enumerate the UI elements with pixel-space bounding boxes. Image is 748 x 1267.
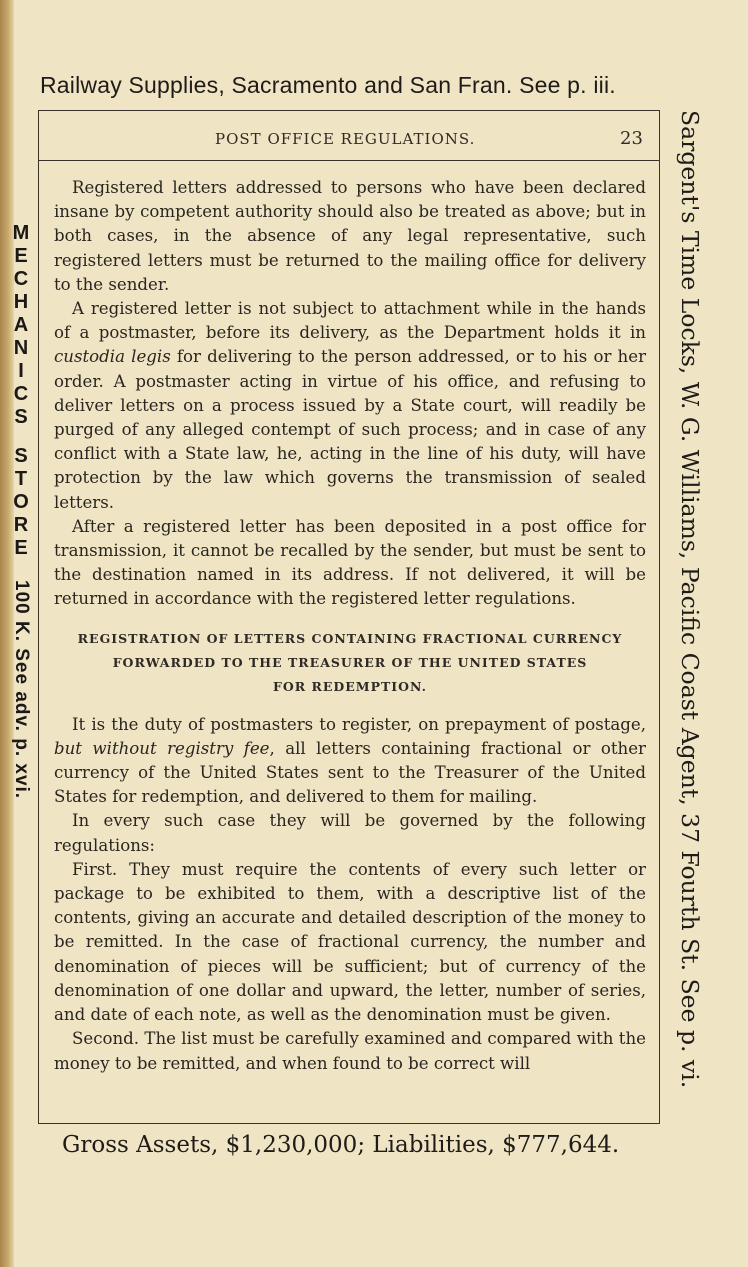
paragraph: Second. The list must be carefully examined and compared with the money to be remitted, and when found to be correct will [54,1029,646,1073]
body-text [54,176,646,1076]
paragraph: After a registered letter has been deposited in a post office for transmission, it cannot be recalled by the sender, but must be sent to the destination named in its address. If not delivered, it will be returned in accordance with the registered letter regulations. [54,516,646,609]
rotated-address: 100 K. See adv. p. xvi. [11,580,32,800]
running-head: POST OFFICE REGULATIONS. [215,130,476,148]
paragraph: In every such case they will be governed by the following regulations: [54,811,646,855]
paragraph: A registered letter is not subject to attachment while in the hands of a postmaster, before its delivery, as the Department holds it in custodia legis for delivering to the person addressed, or to his or her order. A postmaster acting in virtue of his office, and refusing to deliver letters on a process issued by a State court, will readily be purged of any alleged contempt of such process; and in case of any conflict with a State law, he, acting in the line of his duty, will have protection by the law which governs the transmission of sealed letters. [54,299,646,512]
paragraph: It is the duty of postmasters to register, on prepayment of postage, but without registry fee, all letters containing fractional or other currency of the United States sent to the Treasurer of the United States for redemption, and delivered to them for mailing. [54,714,646,807]
paragraph: First. They must require the contents of every such letter or package to be exhibited to them, with a descriptive list of the contents, giving an accurate and detailed description of the money to be remitted. In the case of fractional currency, the number and denomination of pieces will be sufficient; but of currency of the denomination of one dollar and upward, the letter, number of series, and date of each note, as well as the denomination must be given. [54,859,646,1025]
bottom-advertisement: Gross Assets, $1,230,000; Liabilities, $777,644. [62,1132,620,1158]
section-heading: REGISTRATION OF LETTERS CONTAINING FRACTIONAL CURRENCY FORWARDED TO THE TREASURER OF THE UNITED STATES FOR REDEMPTION. [77,630,623,694]
top-advertisement: Railway Supplies, Sacramento and San Fran. See p. iii. [40,72,616,98]
left-margin-advertisement [4,222,38,799]
page-number: 23 [620,128,643,149]
header-rule [38,160,660,161]
right-margin-advertisement: Sargent's Time Locks, W. G. Williams, Pacific Coast Agent, 37 Fourth St. See p. vi. [676,110,704,1089]
paragraph: Registered letters addressed to persons who have been declared insane by competent authority should also be treated as above; but in both cases, in the absence of any legal representative, such registered letters must be returned to the mailing office for delivery to the sender. [54,178,646,294]
stacked-letters: M E C H A N I C S S T O R E [12,222,30,559]
